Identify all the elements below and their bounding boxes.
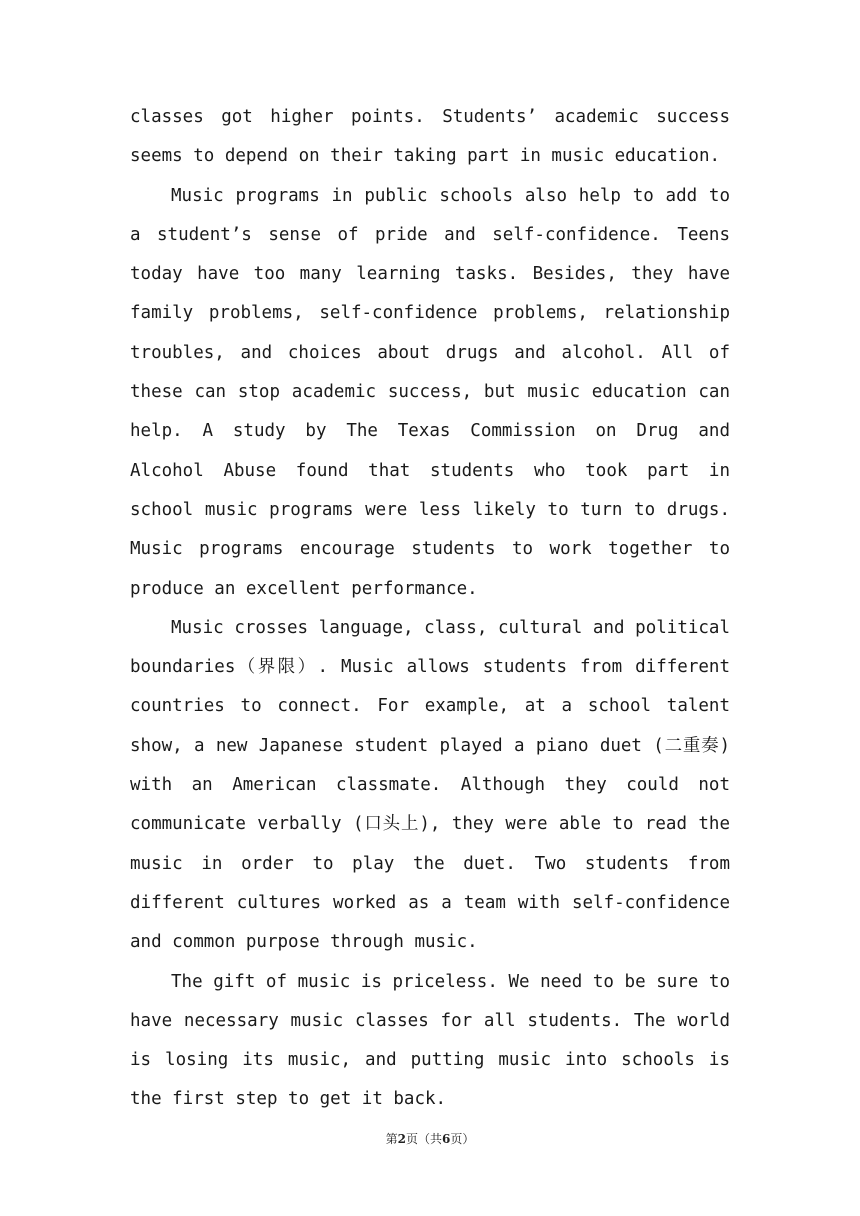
footer-total-pages: 6 [442, 1132, 451, 1146]
page-footer [0, 1130, 860, 1147]
footer-suffix: 页） [450, 1132, 475, 1146]
paragraph-2: Music programs in public schools also help to add to a student’s sense of pride and self-confidence. Teens today have too many learning tasks. Besides, they have family problems, self-confidence problems, relationship troubles, and choices about drugs and alcohol. All of these can stop academic success, but music education can help. A study by The Texas Commission on Drug and Alcohol Abuse found that students who took part in school music programs were less likely to turn to drugs. Music programs encourage students to work together to produce an excellent performance. [130, 185, 730, 599]
paragraph-3: Music crosses language, class, cultural and political boundaries（界限）. Music allows students from different countries to connect. For example, at a school talent show, a new Japanese student played a piano duet (二重奏) with an American classmate. Although they could not communicate verbally (口头上), they were able to read the music in order to play the duet. Two students from different cultures worked as a team with self-confidence and common purpose through music. [130, 617, 730, 953]
footer-current-page: 2 [397, 1132, 406, 1146]
paragraph-4: The gift of music is priceless. We need to be sure to have necessary music classes for all students. The world is losing its music, and putting music into schools is the first step to get it back. [130, 971, 730, 1110]
article-body [130, 98, 730, 1120]
footer-prefix: 第 [385, 1132, 398, 1146]
footer-middle: 页（共 [405, 1132, 442, 1146]
paragraph-1: classes got higher points. Students’ academic success seems to depend on their taking part in music education. [130, 107, 730, 167]
